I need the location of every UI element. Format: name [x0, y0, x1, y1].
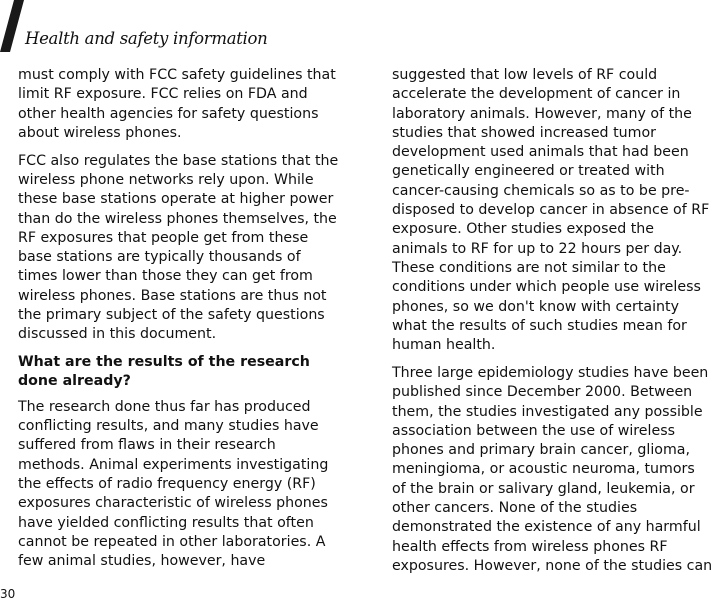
text-line: exposure. Other studies exposed the: [392, 221, 655, 238]
text-line: FCC also regulates the base stations that the: [18, 152, 339, 169]
text-line: few animal studies, however, have: [18, 553, 266, 570]
left-paragraph-2: [18, 152, 354, 345]
text-line: published since December 2000. Between: [392, 384, 693, 401]
text-line: What are the results of the research: [18, 354, 310, 371]
text-line: meningioma, or acoustic neuroma, tumors: [392, 461, 695, 478]
text-line: done already?: [18, 373, 131, 390]
left-column: [18, 66, 354, 580]
text-line: health effects from wireless phones RF: [392, 538, 668, 555]
text-line: RF exposures that people get from these: [18, 229, 309, 246]
text-line: animals to RF for up to 22 hours per day.: [392, 240, 683, 257]
text-line: limit RF exposure. FCC relies on FDA and: [18, 86, 308, 103]
text-line: exposures. However, none of the studies can: [392, 557, 713, 574]
text-line: conflicting results, and many studies have: [18, 418, 319, 435]
text-line: than do the wireless phones themselves, the: [18, 210, 337, 227]
text-line: base stations are typically thousands of: [18, 249, 301, 266]
left-paragraph-3: [18, 398, 354, 572]
text-line: other cancers. None of the studies: [392, 500, 638, 517]
left-paragraph-1: [18, 66, 354, 143]
text-line: Three large epidemiology studies have been: [392, 364, 709, 381]
text-line: these base stations operate at higher power: [18, 191, 334, 208]
text-line: studies that showed increased tumor: [392, 124, 656, 141]
text-line: development used animals that had been: [392, 144, 689, 161]
text-line: cancer-causing chemicals so as to be pre-: [392, 182, 690, 199]
header-accent-bar: [0, 0, 24, 52]
text-line: demonstrated the existence of any harmful: [392, 519, 701, 536]
right-paragraph-1: [392, 66, 721, 355]
text-line: human health.: [392, 337, 496, 354]
text-line: suffered from flaws in their research: [18, 437, 276, 454]
text-line: cannot be repeated in other laboratories. A: [18, 533, 326, 550]
text-line: wireless phone networks rely upon. While: [18, 171, 314, 188]
section-heading: [18, 353, 354, 392]
text-line: of the brain or salivary gland, leukemia, or: [392, 480, 695, 497]
text-line: about wireless phones.: [18, 124, 182, 141]
text-line: have yielded conflicting results that often: [18, 514, 314, 531]
right-paragraph-2: [392, 364, 721, 576]
text-line: laboratory animals. However, many of the: [392, 105, 692, 122]
text-line: the primary subject of the safety questions: [18, 307, 325, 324]
text-line: other health agencies for safety questions: [18, 105, 319, 122]
text-line: disposed to develop cancer in absence of RF: [392, 202, 710, 219]
text-line: methods. Animal experiments investigating: [18, 456, 329, 473]
text-line: accelerate the development of cancer in: [392, 86, 681, 103]
text-line: discussed in this document.: [18, 326, 217, 343]
text-line: phones, so we don't know with certainty: [392, 298, 680, 315]
text-line: wireless phones. Base stations are thus not: [18, 287, 327, 304]
right-column: [392, 66, 721, 585]
text-line: association between the use of wireless: [392, 422, 675, 439]
text-line: exposures characteristic of wireless phones: [18, 495, 328, 512]
text-line: The research done thus far has produced: [18, 398, 311, 415]
text-line: These conditions are not similar to the: [392, 259, 666, 276]
text-line: conditions under which people use wireless: [392, 279, 701, 296]
text-line: must comply with FCC safety guidelines that: [18, 67, 336, 83]
text-line: phones and primary brain cancer, glioma,: [392, 442, 690, 459]
page-header-title: Health and safety information: [25, 29, 268, 48]
text-line: suggested that low levels of RF could: [392, 67, 658, 83]
page-number: 30: [0, 587, 16, 601]
text-line: what the results of such studies mean for: [392, 317, 687, 334]
text-line: them, the studies investigated any possible: [392, 403, 703, 420]
text-line: genetically engineered or treated with: [392, 163, 665, 180]
text-line: the effects of radio frequency energy (RF): [18, 475, 316, 492]
text-line: times lower than those they can get from: [18, 268, 313, 285]
